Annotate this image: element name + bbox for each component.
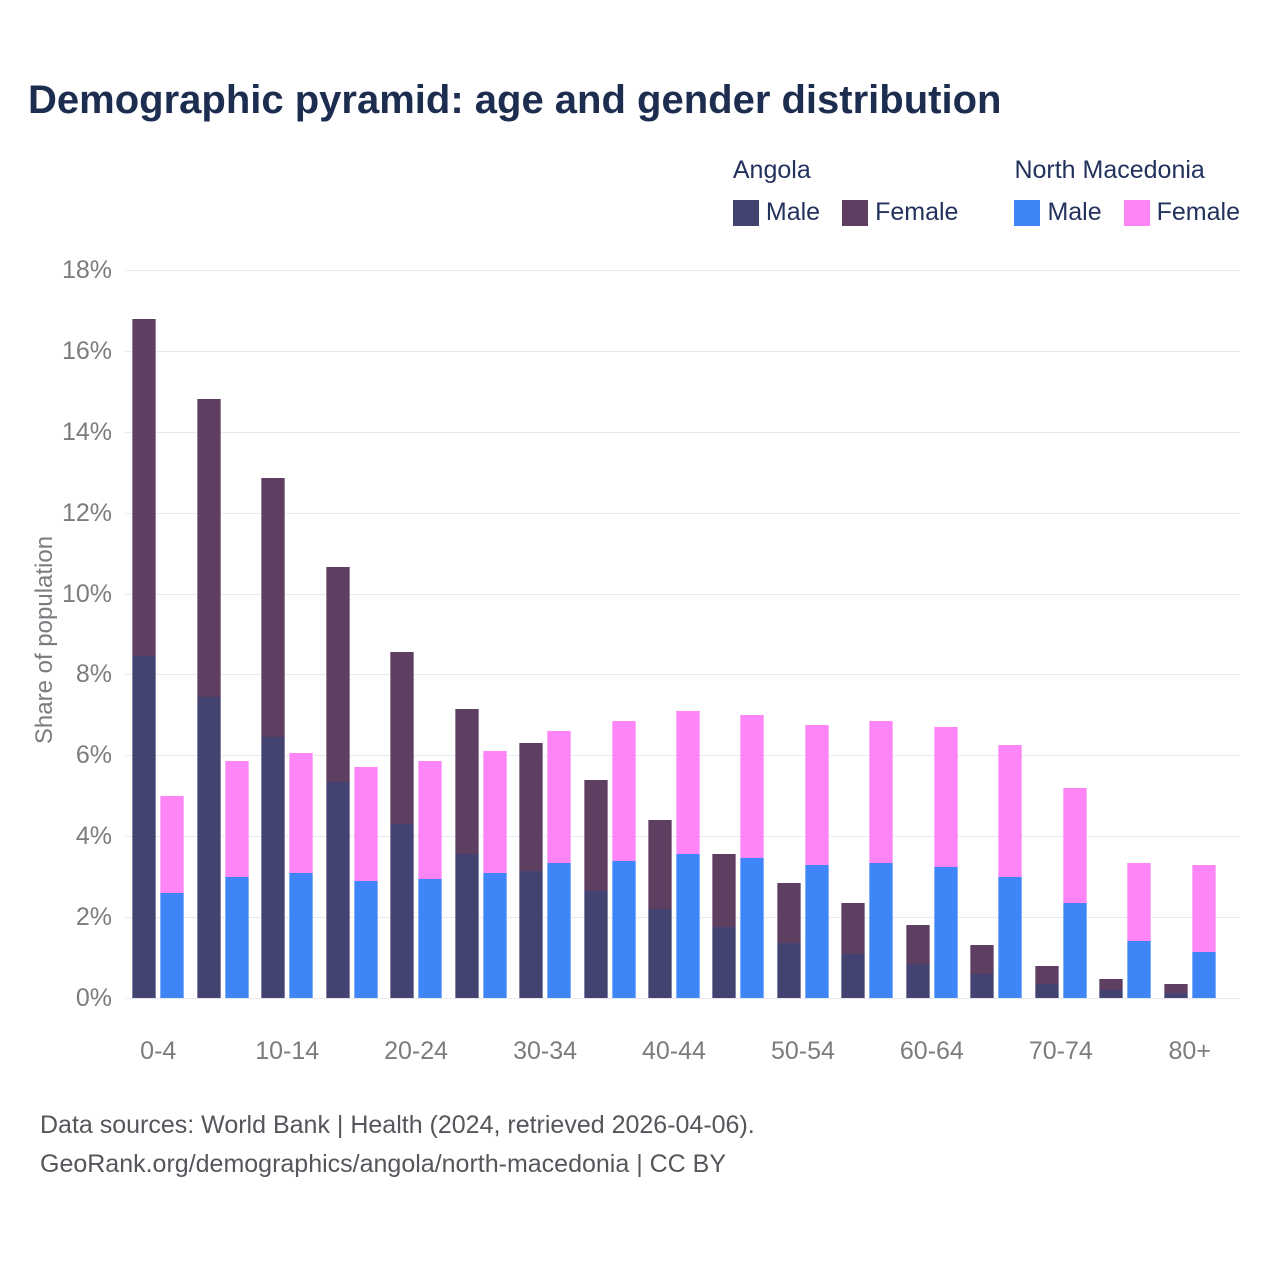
y-axis-title: Share of population [31, 535, 58, 745]
y-tick-label: 10% [61, 579, 112, 608]
bar-angola-female-60-64 [906, 925, 930, 963]
legend-swatch-angola-female [842, 200, 868, 226]
x-tick-label: 50-54 [770, 1037, 835, 1065]
gridline [125, 674, 1240, 675]
bar-north-macedonia-female-40-44 [676, 711, 700, 855]
bar-angola-male-15-19 [326, 782, 350, 998]
bar-angola-female-50-54 [777, 883, 801, 944]
x-tick-label: 40-44 [642, 1037, 706, 1065]
legend-label-angola-male: Male [765, 198, 821, 226]
y-tick-label: 6% [75, 741, 112, 770]
bar-angola-female-40-44 [648, 820, 672, 909]
legend-group-title-north-macedonia: North Macedonia [1014, 156, 1205, 184]
bar-angola-male-70-74 [1035, 984, 1059, 998]
x-tick-label: 0-4 [140, 1037, 177, 1065]
bar-north-macedonia-male-20-24 [418, 879, 442, 998]
gridline [125, 513, 1240, 514]
legend-item-angola-male [733, 198, 820, 227]
x-tick-label: 80+ [1168, 1037, 1211, 1065]
bar-north-macedonia-female-30-34 [547, 731, 571, 862]
bar-angola-female-25-29 [455, 709, 479, 855]
bar-north-macedonia-male-80+ [1192, 952, 1216, 999]
bar-angola-male-40-44 [648, 909, 672, 998]
x-tick-label: 10-14 [255, 1037, 320, 1065]
bar-angola-male-50-54 [777, 943, 801, 998]
bar-angola-female-55-59 [841, 903, 865, 954]
chart-title: Demographic pyramid: age and gender distribution [28, 78, 1002, 122]
x-tick-label: 70-74 [1028, 1037, 1093, 1065]
bar-north-macedonia-female-75-79 [1127, 863, 1151, 942]
bar-angola-male-45-49 [712, 927, 736, 998]
bar-angola-male-30-34 [519, 871, 543, 998]
gridline [125, 351, 1240, 352]
bar-north-macedonia-male-75-79 [1127, 941, 1151, 998]
y-tick-label: 16% [61, 336, 112, 365]
bar-angola-female-75-79 [1099, 979, 1123, 990]
bar-north-macedonia-female-0-4 [160, 796, 184, 893]
bar-angola-female-15-19 [326, 567, 350, 781]
legend-items-north-macedonia [1014, 198, 1240, 227]
bar-north-macedonia-female-50-54 [805, 725, 829, 865]
bar-north-macedonia-male-0-4 [160, 893, 184, 998]
bar-angola-male-60-64 [906, 964, 930, 998]
bar-angola-male-75-79 [1099, 990, 1123, 998]
bar-north-macedonia-male-30-34 [547, 863, 571, 998]
bar-north-macedonia-female-65-69 [998, 745, 1022, 876]
bar-angola-male-25-29 [455, 854, 479, 998]
bar-north-macedonia-female-60-64 [934, 727, 958, 867]
x-axis [125, 1036, 1240, 1072]
bar-angola-female-5-9 [197, 399, 221, 696]
y-axis [0, 256, 112, 1012]
footer [40, 1106, 755, 1184]
y-tick-label: 2% [75, 903, 112, 932]
y-tick-label: 18% [61, 256, 112, 284]
bar-north-macedonia-female-55-59 [869, 721, 893, 863]
bar-north-macedonia-female-45-49 [740, 715, 764, 859]
bar-angola-female-10-14 [261, 478, 285, 737]
footer-attribution: GeoRank.org/demographics/angola/north-macedonia | CC BY [40, 1150, 727, 1178]
footer-data-sources: Data sources: World Bank | Health (2024, retrieved 2026-04-06). [40, 1111, 755, 1139]
legend-group-north-macedonia [1014, 156, 1240, 227]
bar-angola-female-45-49 [712, 854, 736, 927]
bar-north-macedonia-male-50-54 [805, 865, 829, 998]
bar-angola-male-80+ [1164, 993, 1188, 998]
bar-north-macedonia-male-25-29 [483, 873, 507, 998]
gridline [125, 998, 1240, 999]
legend-swatch-north-macedonia-female [1124, 200, 1150, 226]
bar-north-macedonia-male-55-59 [869, 863, 893, 998]
x-tick-label: 30-34 [513, 1037, 578, 1065]
plot-area [125, 270, 1240, 998]
bar-angola-female-70-74 [1035, 966, 1059, 984]
bar-angola-female-80+ [1164, 984, 1188, 993]
bar-north-macedonia-male-65-69 [998, 877, 1022, 998]
y-tick-label: 14% [61, 417, 112, 446]
bar-north-macedonia-female-15-19 [354, 767, 378, 880]
legend-items-angola [733, 198, 959, 227]
bar-angola-male-10-14 [261, 737, 285, 998]
bar-north-macedonia-male-40-44 [676, 854, 700, 998]
bar-north-macedonia-male-5-9 [225, 877, 249, 998]
gridline [125, 432, 1240, 433]
gridline [125, 270, 1240, 271]
bar-north-macedonia-male-70-74 [1063, 903, 1087, 998]
bar-north-macedonia-female-35-39 [612, 721, 636, 861]
bar-angola-male-55-59 [841, 954, 865, 998]
legend-swatch-angola-male [733, 200, 759, 226]
bar-north-macedonia-male-35-39 [612, 861, 636, 999]
gridline [125, 594, 1240, 595]
legend-label-north-macedonia-male: Male [1047, 198, 1102, 226]
bar-angola-male-65-69 [970, 974, 994, 998]
bar-north-macedonia-female-5-9 [225, 761, 249, 876]
bar-angola-female-0-4 [132, 319, 156, 657]
bar-north-macedonia-female-80+ [1192, 865, 1216, 952]
bar-angola-female-35-39 [584, 780, 608, 891]
bar-north-macedonia-male-45-49 [740, 858, 764, 998]
bar-angola-male-0-4 [132, 656, 156, 998]
bar-angola-male-20-24 [390, 824, 414, 998]
legend-swatch-north-macedonia-male [1014, 200, 1040, 226]
legend-group-angola [733, 156, 959, 227]
x-tick-label: 20-24 [384, 1037, 449, 1065]
bar-north-macedonia-female-20-24 [418, 761, 442, 878]
y-tick-label: 0% [75, 984, 112, 1012]
legend-label-north-macedonia-female: Female [1156, 198, 1240, 226]
y-tick-label: 12% [61, 498, 112, 527]
bar-angola-female-20-24 [390, 652, 414, 824]
x-tick-label: 60-64 [899, 1037, 964, 1065]
bar-angola-female-30-34 [519, 743, 543, 870]
bar-north-macedonia-female-70-74 [1063, 788, 1087, 903]
bar-north-macedonia-female-25-29 [483, 751, 507, 872]
bar-north-macedonia-male-60-64 [934, 867, 958, 998]
y-tick-label: 4% [75, 822, 112, 851]
bar-north-macedonia-male-15-19 [354, 881, 378, 998]
legend-item-north-macedonia-female [1124, 198, 1240, 227]
y-tick-label: 8% [75, 660, 112, 689]
bar-angola-female-65-69 [970, 945, 994, 973]
legend-item-north-macedonia-male [1014, 198, 1101, 227]
bar-angola-male-5-9 [197, 697, 221, 998]
legend-group-title-angola: Angola [732, 156, 811, 184]
bar-angola-male-35-39 [584, 891, 608, 998]
bar-north-macedonia-female-10-14 [289, 753, 313, 872]
legend [733, 156, 1240, 227]
bar-north-macedonia-male-10-14 [289, 873, 313, 998]
legend-item-angola-female [842, 198, 958, 227]
legend-label-angola-female: Female [875, 198, 959, 226]
